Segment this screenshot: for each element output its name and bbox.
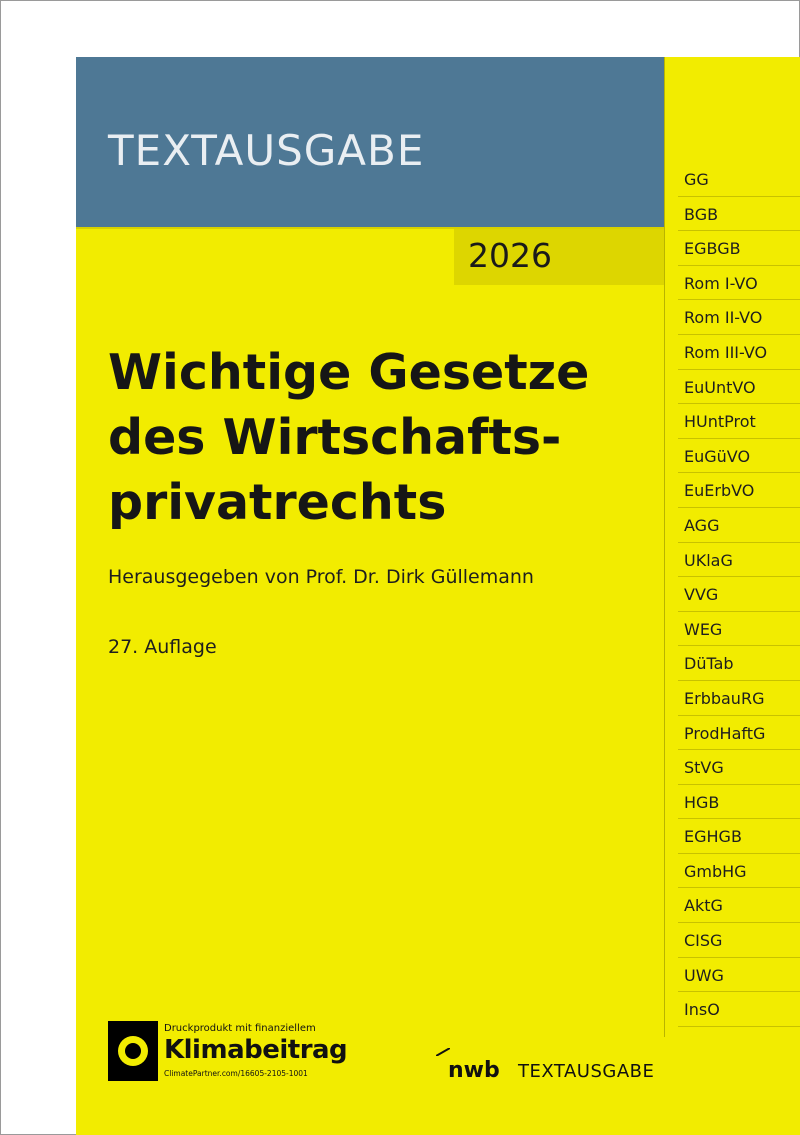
ring-icon — [118, 1036, 148, 1066]
climate-logo-icon — [108, 1021, 158, 1081]
law-item: UWG — [678, 958, 800, 993]
law-item: HGB — [678, 785, 800, 820]
edition-label: 27. Auflage — [108, 636, 217, 658]
law-item: AktG — [678, 888, 800, 923]
law-item: ProdHaftG — [678, 716, 800, 751]
climate-badge-caption: Druckprodukt mit finanziellem — [164, 1023, 316, 1034]
law-item: UKlaG — [678, 543, 800, 578]
title-line: Wichtige Gesetze — [108, 344, 590, 401]
law-item: EuGüVO — [678, 439, 800, 474]
climate-badge-title: Klimabeitrag — [164, 1035, 348, 1065]
law-list-divider — [664, 57, 665, 1037]
law-item: GG — [678, 162, 800, 197]
publisher-series: TEXTAUSGABE — [518, 1061, 655, 1082]
publisher-brand: nwb — [448, 1058, 500, 1083]
law-item: WEG — [678, 612, 800, 647]
law-item: VVG — [678, 577, 800, 612]
law-item: AGG — [678, 508, 800, 543]
editor-line: Herausgegeben von Prof. Dr. Dirk Güllemann — [108, 566, 534, 588]
law-item: InsO — [678, 992, 800, 1027]
law-item: Rom I-VO — [678, 266, 800, 301]
law-item: Rom III-VO — [678, 335, 800, 370]
law-item: CISG — [678, 923, 800, 958]
title-line: des Wirtschafts- — [108, 409, 562, 466]
law-item: BGB — [678, 197, 800, 232]
law-item: DüTab — [678, 646, 800, 681]
title-line: privatrechts — [108, 474, 447, 531]
law-list — [678, 162, 800, 1027]
law-item: HUntProt — [678, 404, 800, 439]
law-item: ErbbauRG — [678, 681, 800, 716]
book-title — [108, 340, 648, 535]
law-item: Rom II-VO — [678, 300, 800, 335]
law-item: EGBGB — [678, 231, 800, 266]
law-item: StVG — [678, 750, 800, 785]
law-item: EuErbVO — [678, 473, 800, 508]
series-label: TEXTAUSGABE — [108, 126, 425, 175]
climate-badge-url: ClimatePartner.com/16605-2105-1001 — [164, 1069, 308, 1078]
edition-year: 2026 — [468, 236, 552, 275]
law-item: EGHGB — [678, 819, 800, 854]
climate-badge — [108, 1021, 408, 1081]
arrow-mark-icon — [436, 1048, 450, 1056]
law-item: EuUntVO — [678, 370, 800, 405]
law-item: GmbHG — [678, 854, 800, 889]
